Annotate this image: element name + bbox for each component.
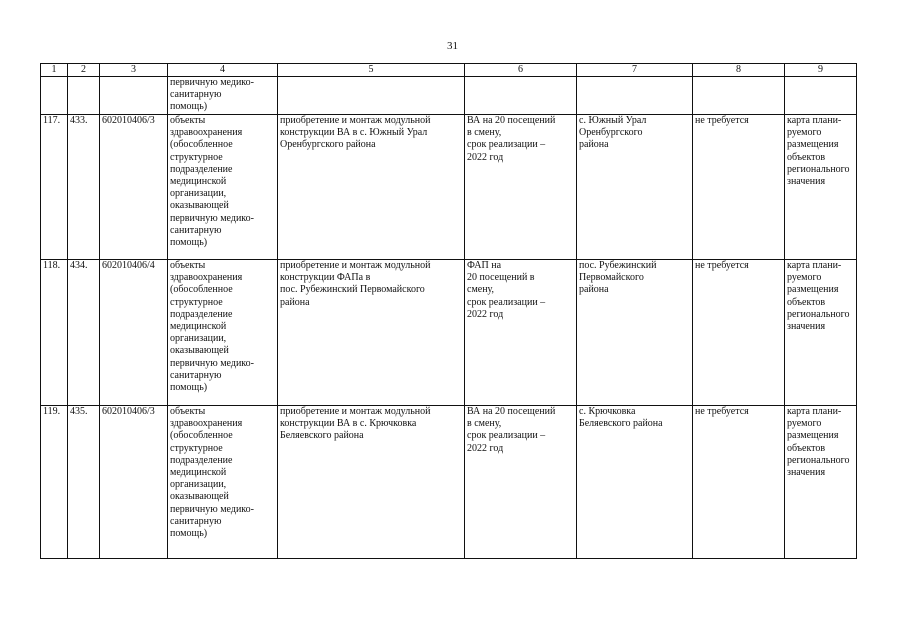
table-cell: 602010406/4 bbox=[100, 260, 168, 406]
cell-line: первичную медико- bbox=[170, 212, 254, 224]
cell-line: 20 посещений в bbox=[467, 272, 535, 284]
table-cell: 117. bbox=[41, 115, 68, 260]
cell-line: карта плани- bbox=[787, 406, 842, 417]
cell-line: структурное bbox=[170, 296, 223, 308]
column-header: 5 bbox=[278, 64, 465, 77]
table-cell: 118. bbox=[41, 260, 68, 406]
column-header: 8 bbox=[693, 64, 785, 77]
cell-line: подразделение bbox=[170, 308, 233, 320]
table-cell bbox=[785, 115, 857, 260]
cell-line: района bbox=[579, 284, 609, 296]
cell-line: в смену, bbox=[467, 127, 502, 139]
cell-line: срок реализации – bbox=[467, 430, 546, 442]
cell-line: карта плани- bbox=[787, 260, 842, 271]
data-table bbox=[40, 63, 857, 559]
continuation-row bbox=[41, 77, 857, 115]
cell-line: оказывающей bbox=[170, 491, 229, 503]
cell-line: помощь) bbox=[170, 528, 208, 540]
table-body bbox=[41, 64, 857, 559]
column-header: 7 bbox=[577, 64, 693, 77]
table-row bbox=[41, 115, 857, 260]
cell-line: руемого bbox=[787, 418, 822, 430]
table-cell bbox=[577, 260, 693, 406]
cell-line: регионального bbox=[787, 454, 850, 466]
cell-line: района bbox=[579, 139, 609, 151]
cell-line: Первомайского bbox=[579, 272, 644, 284]
cell-line: (обособленное bbox=[170, 139, 233, 151]
table-cell bbox=[100, 77, 168, 115]
table-cell bbox=[41, 77, 68, 115]
cell-line: Оренбургского bbox=[579, 127, 643, 139]
column-header: 4 bbox=[168, 64, 278, 77]
table-cell bbox=[577, 115, 693, 260]
cell-line: санитарную bbox=[170, 515, 222, 527]
cell-line: приобретение и монтаж модульной bbox=[280, 115, 431, 126]
table-cell bbox=[785, 406, 857, 559]
table-cell: 434. bbox=[68, 260, 100, 406]
table-cell bbox=[693, 260, 785, 406]
table-cell bbox=[465, 77, 577, 115]
table-cell: 602010406/3 bbox=[100, 406, 168, 559]
column-header: 3 bbox=[100, 64, 168, 77]
cell-line: не требуется bbox=[695, 115, 749, 126]
cell-line: объекты bbox=[170, 260, 206, 271]
cell-line: регионального bbox=[787, 308, 850, 320]
cell-line: срок реализации – bbox=[467, 296, 546, 308]
cell-line: санитарную bbox=[170, 89, 222, 101]
cell-line: размещения bbox=[787, 139, 839, 151]
table-cell bbox=[168, 77, 278, 115]
cell-line: (обособленное bbox=[170, 430, 233, 442]
cell-line: района bbox=[280, 296, 310, 308]
cell-line: подразделение bbox=[170, 454, 233, 466]
column-header: 6 bbox=[465, 64, 577, 77]
table-cell bbox=[465, 406, 577, 559]
cell-line: размещения bbox=[787, 430, 839, 442]
table-row bbox=[41, 260, 857, 406]
cell-line: здравоохранения bbox=[170, 418, 243, 430]
cell-line: в смену, bbox=[467, 418, 502, 430]
table-cell: 435. bbox=[68, 406, 100, 559]
cell-line: здравоохранения bbox=[170, 272, 243, 284]
cell-line: 2022 год bbox=[467, 308, 504, 320]
cell-line: Беляевского района bbox=[280, 430, 364, 442]
cell-line: ВА на 20 посещений bbox=[467, 115, 556, 126]
cell-line: объектов bbox=[787, 151, 826, 163]
table-cell bbox=[278, 260, 465, 406]
table-cell bbox=[168, 260, 278, 406]
table-cell: 433. bbox=[68, 115, 100, 260]
cell-line: смену, bbox=[467, 284, 495, 296]
cell-line: здравоохранения bbox=[170, 127, 243, 139]
cell-line: конструкции ФАПа в bbox=[280, 272, 371, 284]
cell-line: объекты bbox=[170, 406, 206, 417]
cell-line: подразделение bbox=[170, 163, 233, 175]
cell-line: помощь) bbox=[170, 382, 208, 394]
cell-line: объектов bbox=[787, 296, 826, 308]
cell-line: с. Крючковка bbox=[579, 406, 636, 417]
table-cell bbox=[278, 115, 465, 260]
cell-line: регионального bbox=[787, 163, 850, 175]
cell-line: конструкции ВА в с. Крючковка bbox=[280, 418, 417, 430]
cell-line: объектов bbox=[787, 442, 826, 454]
cell-line: приобретение и монтаж модульной bbox=[280, 260, 431, 271]
cell-line: не требуется bbox=[695, 260, 749, 271]
cell-line: конструкции ВА в с. Южный Урал bbox=[280, 127, 428, 139]
cell-line: первичную медико- bbox=[170, 503, 254, 515]
cell-line: медицинской bbox=[170, 321, 227, 333]
cell-line: медицинской bbox=[170, 176, 227, 188]
table-header-row bbox=[41, 64, 857, 77]
cell-line: приобретение и монтаж модульной bbox=[280, 406, 431, 417]
table-cell bbox=[68, 77, 100, 115]
cell-line: ФАП на bbox=[467, 260, 502, 271]
cell-line: размещения bbox=[787, 284, 839, 296]
table-cell bbox=[693, 77, 785, 115]
table-cell: 119. bbox=[41, 406, 68, 559]
cell-line: структурное bbox=[170, 442, 223, 454]
cell-line: значения bbox=[787, 321, 826, 333]
cell-line: помощь) bbox=[170, 101, 208, 113]
cell-line: руемого bbox=[787, 127, 822, 139]
cell-line: первичную медико- bbox=[170, 357, 254, 369]
cell-line: пос. Рубежинский bbox=[579, 260, 657, 271]
table-cell bbox=[785, 260, 857, 406]
cell-line: структурное bbox=[170, 151, 223, 163]
cell-line: значения bbox=[787, 176, 826, 188]
table-cell bbox=[168, 406, 278, 559]
cell-line: 2022 год bbox=[467, 442, 504, 454]
table-cell bbox=[577, 406, 693, 559]
cell-line: организации, bbox=[170, 479, 227, 491]
table-row bbox=[41, 406, 857, 559]
table-cell bbox=[693, 115, 785, 260]
cell-line: объекты bbox=[170, 115, 206, 126]
table-cell bbox=[168, 115, 278, 260]
table-cell: 602010406/3 bbox=[100, 115, 168, 260]
cell-line: оказывающей bbox=[170, 345, 229, 357]
cell-line: карта плани- bbox=[787, 115, 842, 126]
cell-line: 2022 год bbox=[467, 151, 504, 163]
cell-line: организации, bbox=[170, 333, 227, 345]
cell-line: первичную медико- bbox=[170, 77, 254, 88]
cell-line: Беляевского района bbox=[579, 418, 663, 430]
cell-line: пос. Рубежинский Первомайского bbox=[280, 284, 425, 296]
cell-line: срок реализации – bbox=[467, 139, 546, 151]
column-header: 9 bbox=[785, 64, 857, 77]
table-cell bbox=[577, 77, 693, 115]
column-header: 2 bbox=[68, 64, 100, 77]
page-number: 31 bbox=[447, 40, 458, 52]
cell-line: не требуется bbox=[695, 406, 749, 417]
table-cell bbox=[278, 406, 465, 559]
cell-line: медицинской bbox=[170, 467, 227, 479]
cell-line: организации, bbox=[170, 188, 227, 200]
table-cell bbox=[465, 260, 577, 406]
cell-line: (обособленное bbox=[170, 284, 233, 296]
cell-line: санитарную bbox=[170, 369, 222, 381]
column-header: 1 bbox=[41, 64, 68, 77]
table-cell bbox=[693, 406, 785, 559]
table-cell bbox=[465, 115, 577, 260]
table-cell bbox=[785, 77, 857, 115]
cell-line: помощь) bbox=[170, 237, 208, 249]
cell-line: оказывающей bbox=[170, 200, 229, 212]
cell-line: с. Южный Урал bbox=[579, 115, 647, 126]
cell-line: ВА на 20 посещений bbox=[467, 406, 556, 417]
table-cell bbox=[278, 77, 465, 115]
cell-line: санитарную bbox=[170, 224, 222, 236]
cell-line: значения bbox=[787, 467, 826, 479]
cell-line: Оренбургского района bbox=[280, 139, 376, 151]
cell-line: руемого bbox=[787, 272, 822, 284]
